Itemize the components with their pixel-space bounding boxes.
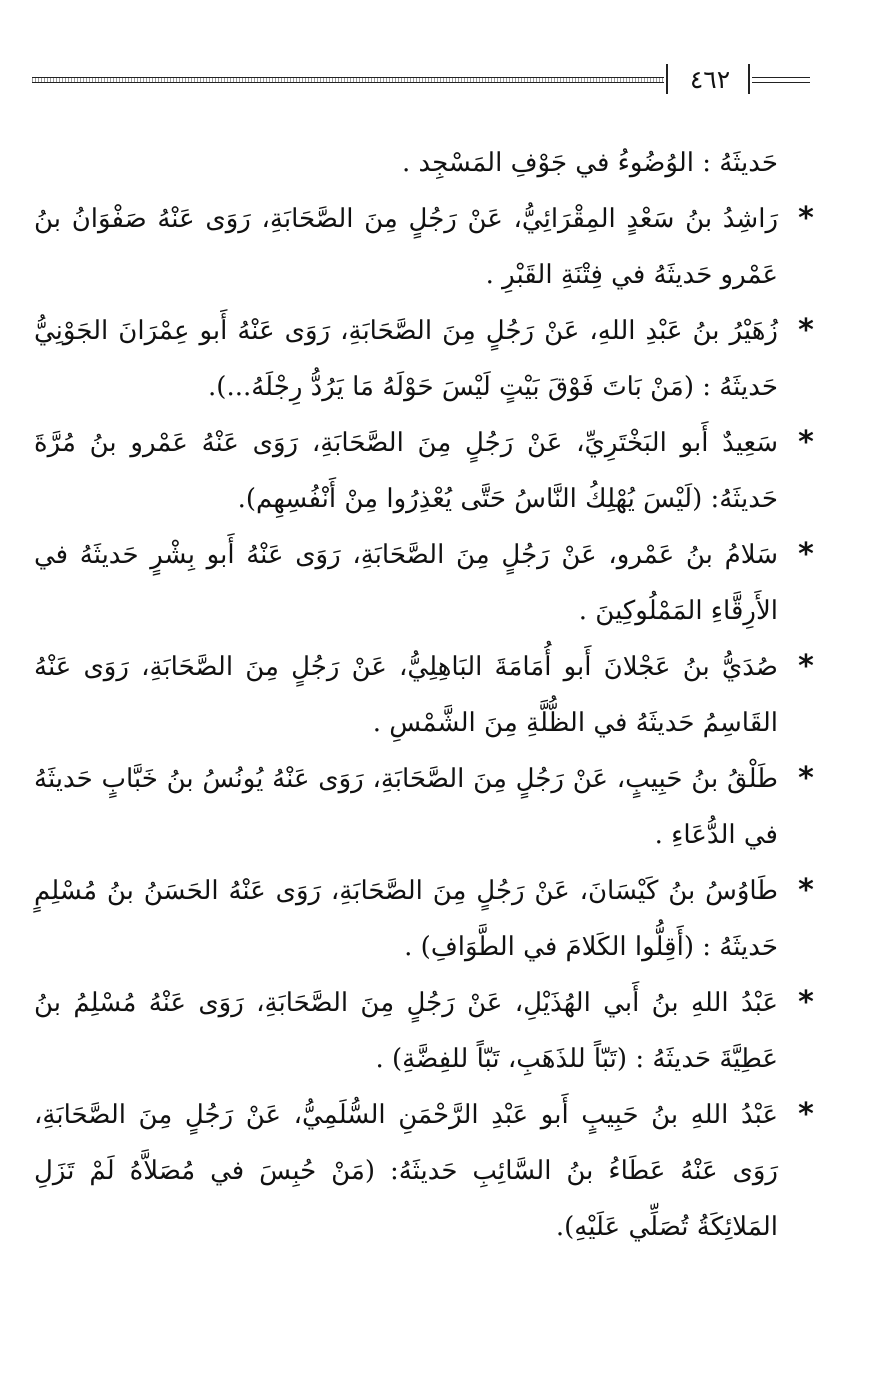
entry-continuation bbox=[34, 135, 816, 191]
header-bar-left bbox=[666, 64, 668, 94]
page-body bbox=[34, 135, 816, 1255]
narrator-entry bbox=[34, 303, 816, 415]
asterisk-bullet-icon: * bbox=[798, 537, 814, 572]
narrator-entry bbox=[34, 415, 816, 527]
asterisk-bullet-icon: * bbox=[798, 201, 814, 236]
entry-text: زُهَيْرُ بنُ عَبْدِ اللهِ، عَنْ رَجُلٍ مِنَ الصَّحَابَةِ، رَوَى عَنْهُ أَبو عِمْرَانَ الجَوْنِيُّ حَديثَهُ : (مَنْ بَاتَ فَوْقَ بَيْتٍ لَيْسَ حَوْلَهُ مَا يَرُدُّ رِجْلَهُ...). bbox=[34, 316, 778, 402]
header-bar-right bbox=[748, 64, 750, 94]
asterisk-bullet-icon: * bbox=[798, 1097, 814, 1132]
narrator-entry bbox=[34, 1087, 816, 1255]
entry-text: حَديثَهُ : الوُضُوءُ في جَوْفِ المَسْجِد . bbox=[401, 148, 778, 178]
page-number: ٤٦٢ bbox=[689, 65, 731, 94]
narrator-entry bbox=[34, 191, 816, 303]
asterisk-bullet-icon: * bbox=[798, 313, 814, 348]
narrator-entry bbox=[34, 639, 816, 751]
entry-text: رَاشِدُ بنُ سَعْدٍ المِقْرَائِيُّ، عَنْ رَجُلٍ مِنَ الصَّحَابَةِ، رَوَى عَنْهُ صَفْوَانُ بنُ عَمْرو حَديثَهُ في فِتْنَةِ القَبْرِ . bbox=[34, 204, 778, 290]
asterisk-bullet-icon: * bbox=[798, 761, 814, 796]
header-rule-short bbox=[752, 77, 810, 83]
entry-text: طَاوُسُ بنُ كَيْسَانَ، عَنْ رَجُلٍ مِنَ الصَّحَابَةِ، رَوَى عَنْهُ الحَسَنُ بنُ مُسْلِمٍ حَديثَهُ : (أَقِلُّوا الكَلامَ في الطَّوَافِ) . bbox=[34, 876, 778, 962]
header-rule-long bbox=[32, 77, 664, 83]
narrator-entry bbox=[34, 751, 816, 863]
page-header bbox=[32, 60, 810, 100]
asterisk-bullet-icon: * bbox=[798, 873, 814, 908]
entry-text: سَعِيدٌ أَبو البَخْتَرِيِّ، عَنْ رَجُلٍ مِنَ الصَّحَابَةِ، رَوَى عَنْهُ عَمْرو بنُ مُرَّةَ حَديثَهُ: (لَيْسَ يُهْلِكُ النَّاسُ حَتَّى يُعْذِرُوا مِنْ أَنْفُسِهِم). bbox=[34, 428, 778, 514]
entry-text: عَبْدُ اللهِ بنُ أَبي الهُذَيْلِ، عَنْ رَجُلٍ مِنَ الصَّحَابَةِ، رَوَى عَنْهُ مُسْلِمُ بنُ عَطِيَّةَ حَديثَهُ : (تَبّاً للذَهَبِ، تَبّاً للفِضَّةِ) . bbox=[34, 988, 778, 1074]
narrator-entry bbox=[34, 527, 816, 639]
entry-text: عَبْدُ اللهِ بنُ حَبِيبٍ أَبو عَبْدِ الرَّحْمَنِ السُّلَمِيُّ، عَنْ رَجُلٍ مِنَ الصَّحَابَةِ، رَوَى عَنْهُ عَطَاءُ بنُ السَّائِبِ حَديثَهُ: (مَنْ حُبِسَ في مُصَلاَّهُ لَمْ تَزَلِ المَلائِكَةُ تُصَلِّي عَلَيْهِ). bbox=[34, 1100, 778, 1242]
asterisk-bullet-icon: * bbox=[798, 985, 814, 1020]
narrator-entry bbox=[34, 975, 816, 1087]
entry-text: طَلْقُ بنُ حَبِيبٍ، عَنْ رَجُلٍ مِنَ الصَّحَابَةِ، رَوَى عَنْهُ يُونُسُ بنُ خَبَّابٍ حَديثَهُ في الدُّعَاءِ . bbox=[34, 764, 778, 850]
entry-text: صُدَيُّ بنُ عَجْلانَ أَبو أُمَامَةَ البَاهِلِيُّ، عَنْ رَجُلٍ مِنَ الصَّحَابَةِ، رَوَى عَنْهُ القَاسِمُ حَديثَهُ في الظُّلَّةِ مِنَ الشَّمْسِ . bbox=[34, 652, 778, 738]
entry-text: سَلامُ بنُ عَمْرو، عَنْ رَجُلٍ مِنَ الصَّحَابَةِ، رَوَى عَنْهُ أَبو بِشْرٍ حَديثَهُ في الأَرِقَّاءِ المَمْلُوكِينَ . bbox=[34, 540, 778, 626]
narrator-entry bbox=[34, 863, 816, 975]
asterisk-bullet-icon: * bbox=[798, 649, 814, 684]
asterisk-bullet-icon: * bbox=[798, 425, 814, 460]
